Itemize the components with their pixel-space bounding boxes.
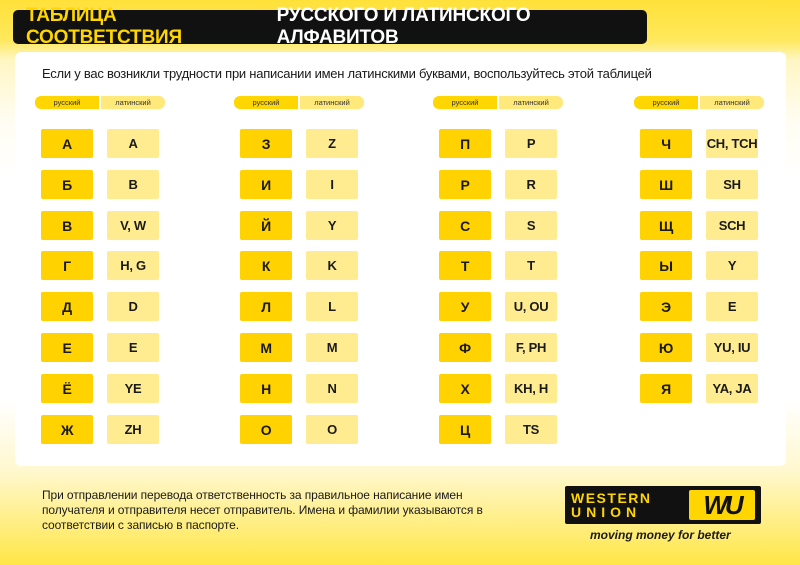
- russian-letter: Ц: [439, 415, 491, 444]
- russian-letter: Г: [41, 251, 93, 280]
- russian-letter: Ы: [640, 251, 692, 280]
- russian-letter: З: [240, 129, 292, 158]
- latin-equivalent: H, G: [107, 251, 159, 280]
- russian-letter: П: [439, 129, 491, 158]
- title-part-1: ТАБЛИЦА СООТВЕТСТВИЯ: [26, 5, 182, 48]
- russian-letter: С: [439, 211, 491, 240]
- subtitle: Если у вас возникли трудности при написании имен латинскими буквами, воспользуйтесь этой таблицей: [42, 66, 652, 81]
- logo-wordmark: [571, 491, 652, 519]
- header-latin: латинский: [700, 96, 764, 109]
- column-header: [433, 96, 563, 109]
- latin-equivalent: O: [306, 415, 358, 444]
- latin-equivalent: N: [306, 374, 358, 403]
- header-latin: латинский: [101, 96, 165, 109]
- russian-letter: М: [240, 333, 292, 362]
- russian-letter: О: [240, 415, 292, 444]
- latin-equivalent: M: [306, 333, 358, 362]
- latin-equivalent: E: [706, 292, 758, 321]
- russian-letter: Ж: [41, 415, 93, 444]
- latin-equivalent: SCH: [706, 211, 758, 240]
- latin-equivalent: KH, H: [505, 374, 557, 403]
- header-russian: русский: [35, 96, 99, 109]
- header-latin: латинский: [499, 96, 563, 109]
- latin-equivalent: S: [505, 211, 557, 240]
- russian-letter: У: [439, 292, 491, 321]
- russian-letter: Б: [41, 170, 93, 199]
- russian-letter: Р: [439, 170, 491, 199]
- header-russian: русский: [634, 96, 698, 109]
- russian-letter: Ш: [640, 170, 692, 199]
- latin-equivalent: V, W: [107, 211, 159, 240]
- latin-equivalent: CH, TCH: [706, 129, 758, 158]
- russian-letter: Ё: [41, 374, 93, 403]
- latin-equivalent: SH: [706, 170, 758, 199]
- latin-equivalent: B: [107, 170, 159, 199]
- wu-mark-icon: WU: [689, 490, 755, 520]
- russian-letter: И: [240, 170, 292, 199]
- latin-equivalent: E: [107, 333, 159, 362]
- column-header: [634, 96, 764, 109]
- russian-letter: Х: [439, 374, 491, 403]
- russian-letter: Й: [240, 211, 292, 240]
- latin-equivalent: U, OU: [505, 292, 557, 321]
- latin-equivalent: L: [306, 292, 358, 321]
- russian-letter: Я: [640, 374, 692, 403]
- header-russian: русский: [234, 96, 298, 109]
- latin-equivalent: Y: [306, 211, 358, 240]
- russian-letter: Д: [41, 292, 93, 321]
- russian-letter: Л: [240, 292, 292, 321]
- latin-equivalent: I: [306, 170, 358, 199]
- western-union-logo: [565, 486, 761, 524]
- russian-letter: Е: [41, 333, 93, 362]
- latin-equivalent: Y: [706, 251, 758, 280]
- latin-equivalent: ZH: [107, 415, 159, 444]
- russian-letter: А: [41, 129, 93, 158]
- latin-equivalent: YE: [107, 374, 159, 403]
- latin-equivalent: F, PH: [505, 333, 557, 362]
- latin-equivalent: D: [107, 292, 159, 321]
- russian-letter: В: [41, 211, 93, 240]
- footer-note: При отправлении перевода ответственность за правильное написание имен получателя и отправителя несет отправитель. Имена и фамилии указываются в соответствии с записью в паспорте.: [42, 488, 483, 532]
- latin-equivalent: P: [505, 129, 557, 158]
- page-title: [13, 5, 647, 48]
- column-header: [35, 96, 165, 109]
- column-header: [234, 96, 364, 109]
- russian-letter: К: [240, 251, 292, 280]
- logo-line-1: WESTERN: [571, 490, 652, 506]
- latin-equivalent: YA, JA: [706, 374, 758, 403]
- latin-equivalent: A: [107, 129, 159, 158]
- russian-letter: Ю: [640, 333, 692, 362]
- header-russian: русский: [433, 96, 497, 109]
- latin-equivalent: YU, IU: [706, 333, 758, 362]
- russian-letter: Щ: [640, 211, 692, 240]
- latin-equivalent: R: [505, 170, 557, 199]
- russian-letter: Т: [439, 251, 491, 280]
- latin-equivalent: K: [306, 251, 358, 280]
- russian-letter: Ч: [640, 129, 692, 158]
- russian-letter: Э: [640, 292, 692, 321]
- russian-letter: Н: [240, 374, 292, 403]
- russian-letter: Ф: [439, 333, 491, 362]
- title-part-2: РУССКОГО И ЛАТИНСКОГО АЛФАВИТОВ: [276, 5, 531, 48]
- latin-equivalent: T: [505, 251, 557, 280]
- logo-line-2: UNION: [571, 504, 642, 520]
- logo-tagline: moving money for better: [590, 528, 731, 542]
- header-latin: латинский: [300, 96, 364, 109]
- latin-equivalent: Z: [306, 129, 358, 158]
- latin-equivalent: TS: [505, 415, 557, 444]
